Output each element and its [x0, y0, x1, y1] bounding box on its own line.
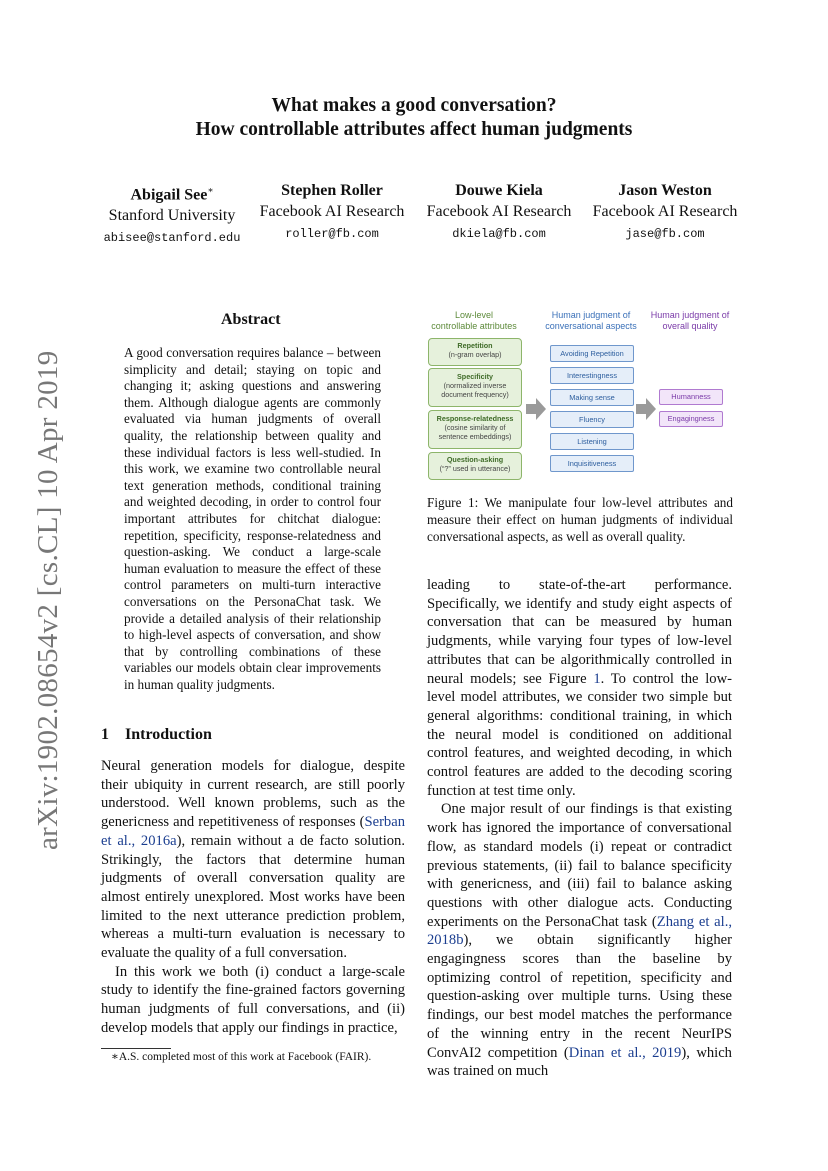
quality-box: Engagingness: [659, 411, 723, 427]
attribute-box: Repetition (n-gram overlap): [428, 338, 522, 366]
author-block: [87, 180, 257, 249]
figure-caption: Figure 1: We manipulate four low-level attributes and measure their effect on human judgments of individual conversational aspects, as well as overall quality.: [427, 495, 733, 544]
author-name: Douwe Kiela: [455, 182, 543, 199]
aspect-box: Inquisitiveness: [550, 455, 634, 472]
footnote-divider: [101, 1048, 171, 1049]
figure-1: [424, 306, 736, 482]
intro-text: [101, 757, 405, 1038]
footnote: ∗A.S. completed most of this work at Facebook (FAIR).: [111, 1051, 372, 1063]
title-line-1: What makes a good conversation?: [271, 95, 557, 116]
author-email: abisee@stanford.edu: [103, 231, 241, 246]
author-email: roller@fb.com: [285, 227, 379, 241]
author-name: Jason Weston: [618, 182, 712, 199]
author-block: [414, 180, 584, 245]
figure-column-title: Human judgment of conversational aspects: [545, 310, 637, 331]
abstract-heading: Abstract: [221, 311, 281, 328]
right-arrow-icon: [636, 398, 656, 420]
section-heading: [101, 726, 212, 744]
author-block: [580, 180, 750, 245]
quality-box: Humanness: [659, 389, 723, 405]
aspect-box: Fluency: [550, 411, 634, 428]
citation-link[interactable]: Serban et al., 2016a: [101, 814, 405, 849]
abstract-body: A good conversation requires balance – between simplicity and detail; staying on topic and changing it; asking questions and answering them. Although dialogue agents are commonly evaluated via human judgments of overall quality, the relationship between quality and these individual factors is less well-studied. In this work, we examine two controllable neural text generation methods, conditional training and weighted decoding, in order to control four important attributes for chitchat dialogue: repetition, specificity, response-relatedness and question-asking. We conduct a large-scale human evaluation to measure the effect of these control parameters on multi-turn interactive conversations on the PersonaChat task. We provide a detailed analysis of their relationship to high-level aspects of conversation, and show that by controlling combinations of these variables our models obtain clear improvements in human quality judgments.: [124, 345, 381, 692]
author-block: [247, 180, 417, 245]
author-affiliation: Facebook AI Research: [592, 203, 738, 220]
title-line-2: How controllable attributes affect human judgments: [195, 119, 633, 140]
section-number: 1: [101, 726, 109, 743]
paper-title: [0, 94, 828, 142]
figure-column-title: Low-level controllable attributes: [431, 310, 517, 331]
aspect-box: Avoiding Repetition: [550, 345, 634, 362]
author-affiliation: Facebook AI Research: [426, 203, 572, 220]
paragraph: Neural generation models for dialogue, despite their ubiquity in current research, are still poorly understood. Well known problems, such as the genericness and repetitiveness of responses (Serban et al., 2016a), remain without a de facto solution. Strikingly, the factors that determine human judgments of overall conversation quality are almost entirely unexplored. Most works have been limited to the next utterance prediction problem, whereas a multi-turn evaluation is necessary to evaluate the quality of a full conversation.: [101, 758, 405, 962]
right-arrow-icon: [526, 398, 546, 420]
aspect-box: Interestingness: [550, 367, 634, 384]
author-affiliation: Facebook AI Research: [259, 203, 405, 220]
attribute-box: Question-asking (“?” used in utterance): [428, 452, 522, 480]
right-column-text: [427, 576, 732, 1081]
citation-link[interactable]: Dinan et al., 2019: [568, 1044, 682, 1061]
attribute-box: Response-relatedness (cosine similarity of sentence embeddings): [428, 410, 522, 449]
paragraph: leading to state-of-the-art performance. Specifically, we identify and study eight aspects of conversation that can be measured by human judgments, while varying four types of low-level attributes that can be algorithmically controlled in neural models; see Figure 1. To control the low-level model attributes, we consider two simple but general algorithms: conditional training, in which the neural model is conditioned on additional control features, and weighted decoding, in which control features are added to the decoding scoring function at test time only.: [427, 577, 732, 799]
aspect-box: Listening: [550, 433, 634, 450]
author-email: dkiela@fb.com: [452, 227, 546, 241]
aspect-box: Making sense: [550, 389, 634, 406]
paragraph: In this work we both (i) conduct a large-scale study to identify the fine-grained factors governing human judgments of full conversations, and (ii) develop models that apply our findings in practice,: [101, 963, 405, 1036]
paragraph: One major result of our findings is that existing work has ignored the importance of conversational flow, as standard models (i) repeat or contradict previous statements, (ii) fail to balance specificity with genericness, and (iii) fail to balance asking questions with other dialogue acts. Conducting experiments on the PersonaChat task (Zhang et al., 2018b), we obtain significantly higher engagingness scores than the baseline by optimizing control of repetition, specificity and question-asking over multiple turns. Using these findings, our best model matches the performance of the winning entry in the recent NeurIPS ConvAI2 competition (Dinan et al., 2019), which was trained on much: [427, 801, 732, 1080]
arxiv-identifier: arXiv:1902.08654v2 [cs.CL] 10 Apr 2019: [32, 350, 64, 850]
author-affiliation: Stanford University: [108, 207, 236, 225]
citation-link[interactable]: Zhang et al., 2018b: [427, 913, 732, 949]
section-title: Introduction: [125, 726, 212, 743]
author-email: jase@fb.com: [625, 227, 705, 241]
attribute-box: Specificity (normalized inverse document frequency): [428, 368, 522, 407]
author-name: Abigail See∗: [130, 185, 214, 204]
author-name: Stephen Roller: [281, 182, 383, 199]
figure-column-title: Human judgment of overall quality: [650, 310, 730, 331]
figure-reference-link[interactable]: 1: [593, 670, 601, 687]
